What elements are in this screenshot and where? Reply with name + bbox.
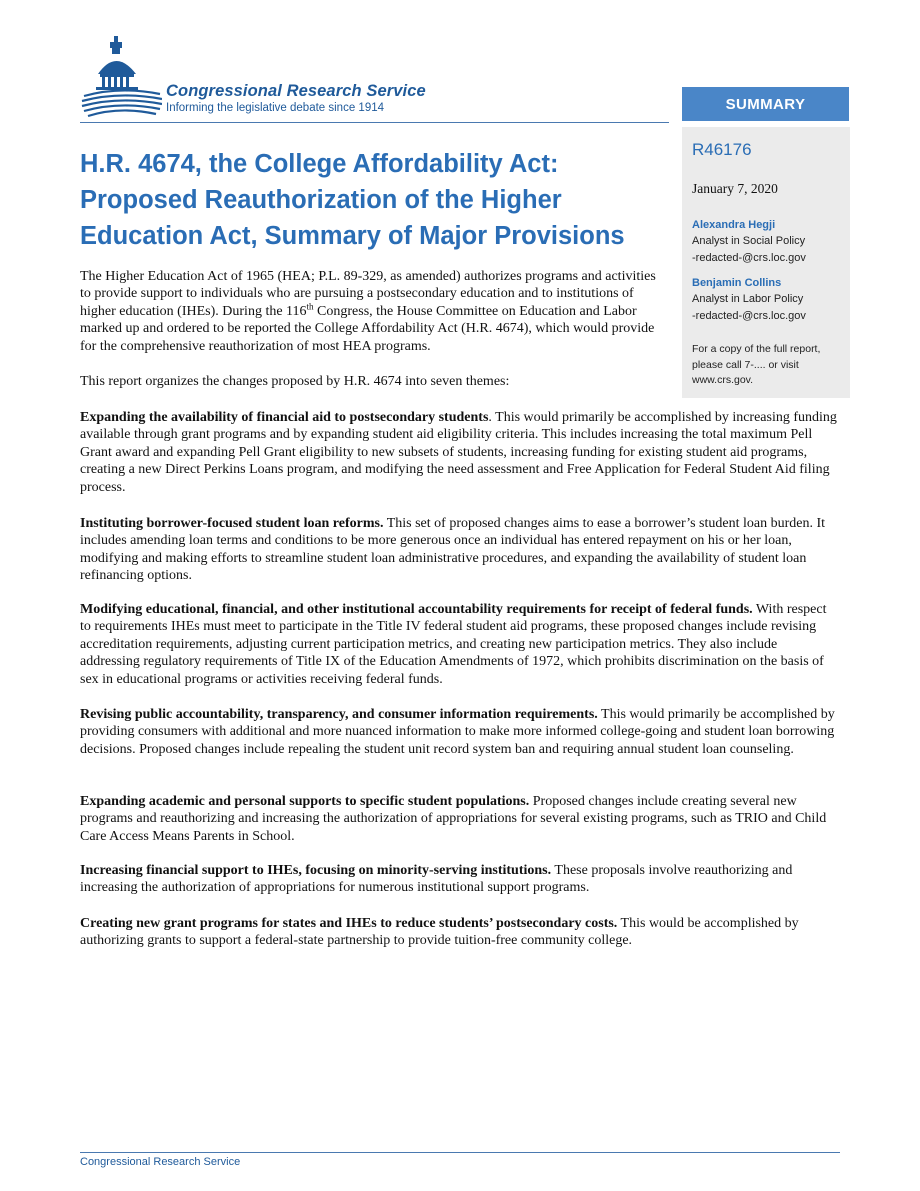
organization-name: Congressional Research Service (166, 82, 426, 100)
theme-heading: Expanding the availability of financial aid to postsecondary students (80, 410, 489, 425)
intro-themes-sentence: This report organizes the changes proposed by H.R. 4674 into seven themes: (80, 374, 510, 389)
crs-capitol-dome-logo (80, 34, 162, 120)
theme-heading: Revising public accountability, transparency, and consumer information requirements. (80, 707, 598, 722)
author-name: Benjamin Collins (692, 277, 782, 289)
report-date: January 7, 2020 (692, 181, 778, 196)
theme-paragraph: Modifying educational, financial, and other institutional accountability requirements for receipt of federal funds. With respect to requirements IHEs must meet to participate in the Title IV federal student aid programs, these proposed changes include revising accreditation requirements, adjusting current participation metrics, and creating new participation metrics. They also include addressing regulatory requirements of Title IX of the Education Amendments of 1972, which prohibits discrimination on the basis of sex in educational programs or activities receiving federal funds. (80, 602, 827, 687)
author-role: Analyst in Labor Policy (692, 293, 804, 305)
author-name: Alexandra Hegji (692, 219, 776, 231)
intro-paragraph: The Higher Education Act of 1965 (HEA; P.L. 89-329, as amended) authorizes programs and activities to provide support to individuals who are pursuing a postsecondary education and to institutions of higher education (IHEs). During the 116th Congress, the House Committee on Education and Labor marked up and ordered to be reported the College Affordability Act (H.R. 4674), which would provide for the comprehensive reauthorization of most HEA programs. (80, 269, 656, 354)
theme-paragraph: Instituting borrower-focused student loan reforms. This set of proposed changes aims to ease a borrower’s student loan burden. It includes amending loan terms and conditions to be more generous once an individual has entered repayment on his or her loan, modifying and making efforts to streamline student loan administrative procedures, and expanding the availability of student loan refinancing options. (80, 516, 826, 584)
report-number: R46176 (692, 140, 752, 159)
report-title: H.R. 4674, the College Affordability Act: Proposed Reauthorization of the Higher Education Act, Summary of Major Provisions (80, 150, 625, 250)
theme-heading: Increasing financial support to IHEs, focusing on minority-serving institutions. (80, 863, 552, 878)
theme-heading: Instituting borrower-focused student loan reforms. (80, 516, 384, 531)
theme-heading: Creating new grant programs for states and IHEs to reduce students’ postsecondary costs. (80, 916, 618, 931)
theme-paragraph: Expanding the availability of financial aid to postsecondary students. This would primarily be accomplished by increasing funding available through grant programs and by expanding student aid eligibility criteria. This includes increasing the total maximum Pell Grant award and expanding Pell Grant eligibility to new subsets of students, increasing funding for existing student aid programs, creating a new Direct Perkins Loans program, and modifying the need assessment and Free Application for Federal Student Aid filing process. (80, 410, 837, 495)
theme-paragraph: Expanding academic and personal supports to specific student populations. Proposed changes include creating several new programs and reauthorizing and increasing the authorization of appropriations for several existing programs, such as TRIO and Child Care Access Means Parents in School. (80, 794, 827, 844)
header-divider (80, 122, 669, 123)
theme-heading: Expanding academic and personal supports to specific student populations. (80, 794, 530, 809)
full-report-note: For a copy of the full report, please call 7-.... or visit www.crs.gov. (692, 343, 821, 386)
theme-paragraph: Creating new grant programs for states and IHEs to reduce students’ postsecondary costs. This would be accomplished by authorizing grants to support a federal-state partnership to provide tuition-free community college. (80, 916, 799, 949)
author-email: -redacted-@crs.loc.gov (692, 310, 806, 322)
author-role: Analyst in Social Policy (692, 235, 806, 247)
author-email: -redacted-@crs.loc.gov (692, 252, 806, 264)
theme-paragraph: Increasing financial support to IHEs, focusing on minority-serving institutions. These proposals involve reauthorizing and increasing the authorization of appropriations for numerous institutional support programs. (80, 863, 793, 896)
theme-paragraph: Revising public accountability, transparency, and consumer information requirements. This would primarily be accomplished by providing consumers with additional and more nuanced information to make more informed college-going and student loan borrowing decisions. Proposed changes include repealing the student unit record system ban and requiring annual student loan counseling. (80, 707, 835, 757)
summary-tab: SUMMARY (682, 87, 849, 121)
theme-heading: Modifying educational, financial, and other institutional accountability requirements for receipt of federal funds. (80, 602, 753, 617)
footer-text: Congressional Research Service (80, 1156, 241, 1168)
organization-tagline: Informing the legislative debate since 1914 (166, 102, 385, 114)
footer-divider (80, 1152, 840, 1153)
